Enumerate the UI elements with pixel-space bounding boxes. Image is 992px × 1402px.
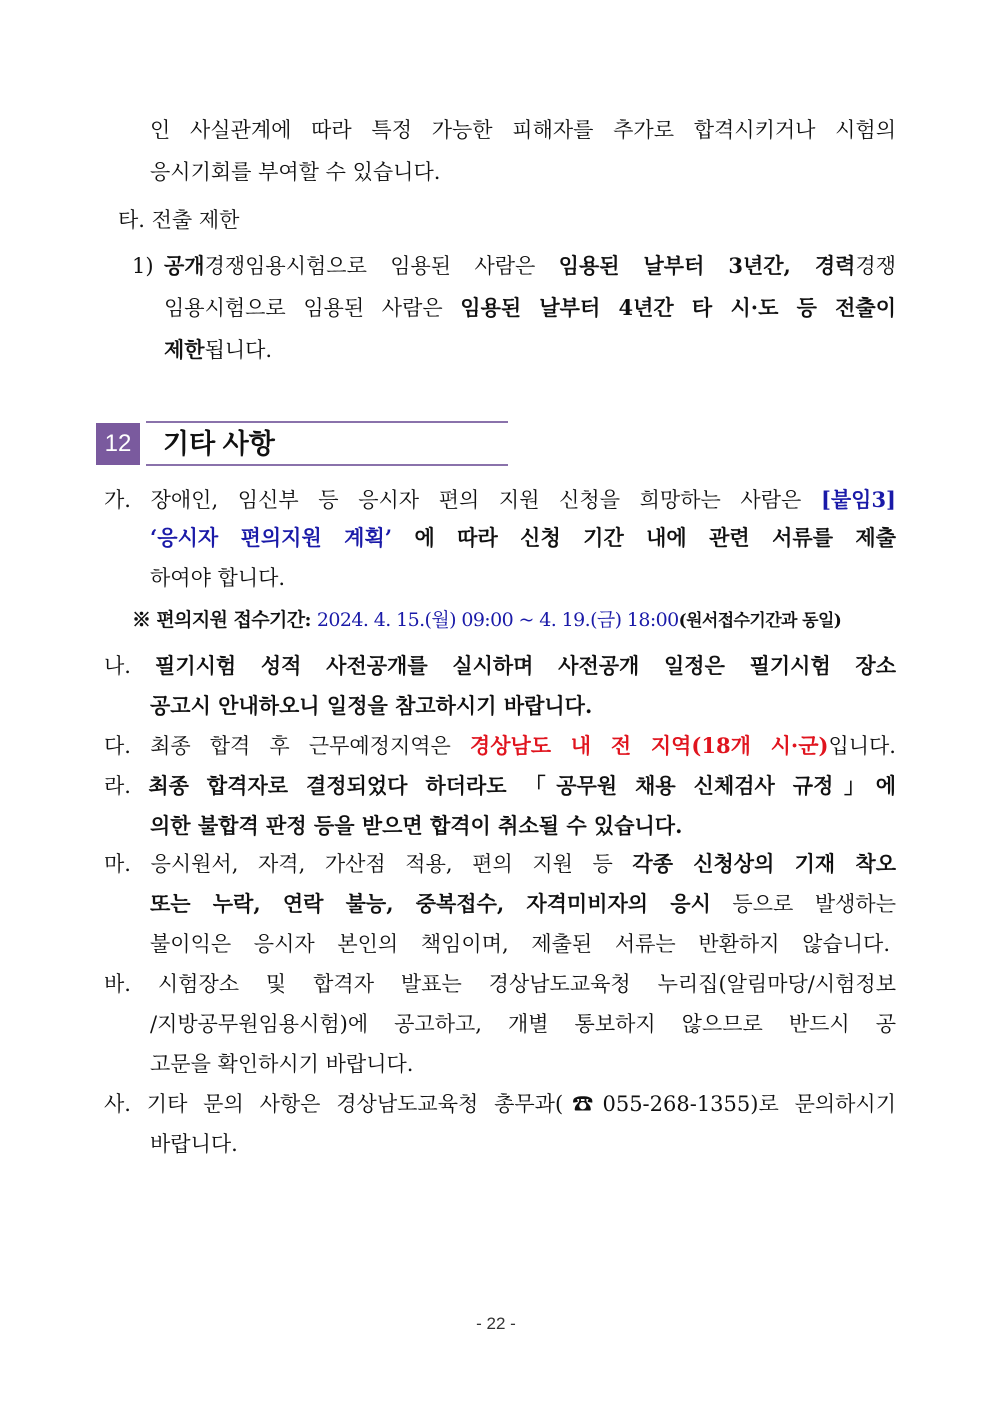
item-ma-line2	[150, 890, 896, 918]
attachment-title: ‘응시자 편의지원 계획’	[150, 525, 393, 550]
bold-text: 필기시험 성적 사전공개를 실시하며 사전공개 일정은 필기시험 장소	[155, 653, 897, 678]
text: 응시기회를 부여할 수 있습니다.	[150, 160, 441, 184]
bold-text: 임용된 날부터 4년간 타 시·도 등 전출이	[460, 295, 896, 320]
text: 마. 응시원서, 자격, 가산점 적용, 편의 지원 등	[104, 852, 633, 876]
text: 라.	[104, 774, 149, 798]
text: 055-268-1355)로 문의하시기	[602, 1092, 897, 1116]
text: /지방공무원임용시험)에 공고하고, 개별 통보하지 않으므로 반드시 공	[150, 1012, 896, 1036]
item-ma-line3	[150, 930, 890, 958]
item-heading-ta	[118, 206, 239, 234]
item-ra-line1	[104, 772, 896, 800]
text: 등으로 발생하는	[710, 892, 896, 916]
section-title: 기타 사항	[163, 429, 275, 459]
bold-text: 공개	[164, 253, 205, 278]
text: 됩니다.	[204, 338, 273, 362]
text: 경쟁임용시험으로 임용된 사람은	[204, 254, 559, 278]
text: 임용시험으로 임용된 사람은	[164, 296, 461, 320]
item-ga-line2	[150, 524, 896, 552]
item-ga-line3	[150, 564, 285, 592]
note-line	[132, 606, 841, 635]
item-ba-line2	[150, 1010, 896, 1038]
bold-text: 최종 합격자로 결정되었다 하더라도 「공무원 채용 신체검사 규정」에	[148, 773, 897, 798]
paragraph-line	[164, 336, 272, 364]
item-na-line2	[150, 692, 592, 720]
text: 나.	[104, 654, 156, 678]
bold-text: 에 따라 신청 기간 내에 관련 서류를 제출	[392, 525, 896, 550]
item-na-line1	[104, 652, 896, 680]
page-number: - 22 -	[476, 1314, 516, 1333]
item-sa-line1	[104, 1090, 896, 1118]
bold-text: 각종 신청상의 기재 착오	[632, 851, 897, 876]
attachment-reference: [붙임3]	[820, 487, 896, 512]
period-text: 2024. 4. 15.(월) 09:00 ~ 4. 19.(금) 18:00	[316, 609, 679, 631]
section-number-badge: 12	[96, 423, 140, 465]
text: 고문을 확인하시기 바랍니다.	[150, 1052, 414, 1076]
item-da-line	[104, 732, 896, 760]
paragraph-line	[150, 116, 896, 144]
bold-text: (원서접수기간과 동일)	[678, 611, 842, 631]
bold-text: 제한	[164, 337, 205, 362]
sub-item-number	[132, 252, 154, 280]
text: 경쟁	[855, 254, 896, 278]
bold-text: 공고시 안내하오니 일정을 참고하시기 바랍니다.	[150, 693, 593, 718]
paragraph-line	[150, 158, 440, 186]
bold-text: 임용된 날부터 3년간, 경력	[558, 253, 856, 278]
highlight-text: 경상남도 내 전 지역(18개 시·군)	[469, 733, 829, 758]
text: 불이익은 응시자 본인의 책임이며, 제출된 서류는 반환하지 않습니다.	[150, 932, 890, 956]
paragraph-line	[164, 294, 896, 322]
item-ba-line1	[104, 970, 896, 998]
item-ma-line1	[104, 850, 896, 878]
item-ra-line2	[150, 812, 682, 840]
text: 1)	[132, 254, 154, 278]
section-rule-top	[146, 421, 508, 423]
text: 바랍니다.	[150, 1132, 238, 1156]
section-rule-bottom	[146, 464, 508, 466]
paragraph-line	[164, 252, 896, 280]
bold-text: ※ 편의지원 접수기간:	[132, 609, 317, 631]
phone-icon: ☎	[563, 1092, 603, 1116]
item-sa-line2	[150, 1130, 238, 1158]
item-ga-line1	[104, 486, 896, 514]
text: 사. 기타 문의 사항은 경상남도교육청 총무과(	[104, 1092, 564, 1116]
text: 바. 시험장소 및 합격자 발표는 경상남도교육청 누리집(알림마당/시험정보	[104, 972, 896, 996]
bold-text: 의한 불합격 판정 등을 받으면 합격이 취소될 수 있습니다.	[150, 813, 683, 838]
text: 가. 장애인, 임신부 등 응시자 편의 지원 신청을 희망하는 사람은	[104, 488, 821, 512]
text: 다. 최종 합격 후 근무예정지역은	[104, 734, 470, 758]
text: 타. 전출 제한	[118, 208, 240, 232]
text: 하여야 합니다.	[150, 566, 286, 590]
text: 입니다.	[828, 734, 896, 758]
text: 인 사실관계에 따라 특정 가능한 피해자를 추가로 합격시키거나 시험의	[150, 118, 896, 142]
item-ba-line3	[150, 1050, 413, 1078]
bold-text: 또는 누락, 연락 불능, 중복접수, 자격미비자의 응시	[150, 891, 711, 916]
